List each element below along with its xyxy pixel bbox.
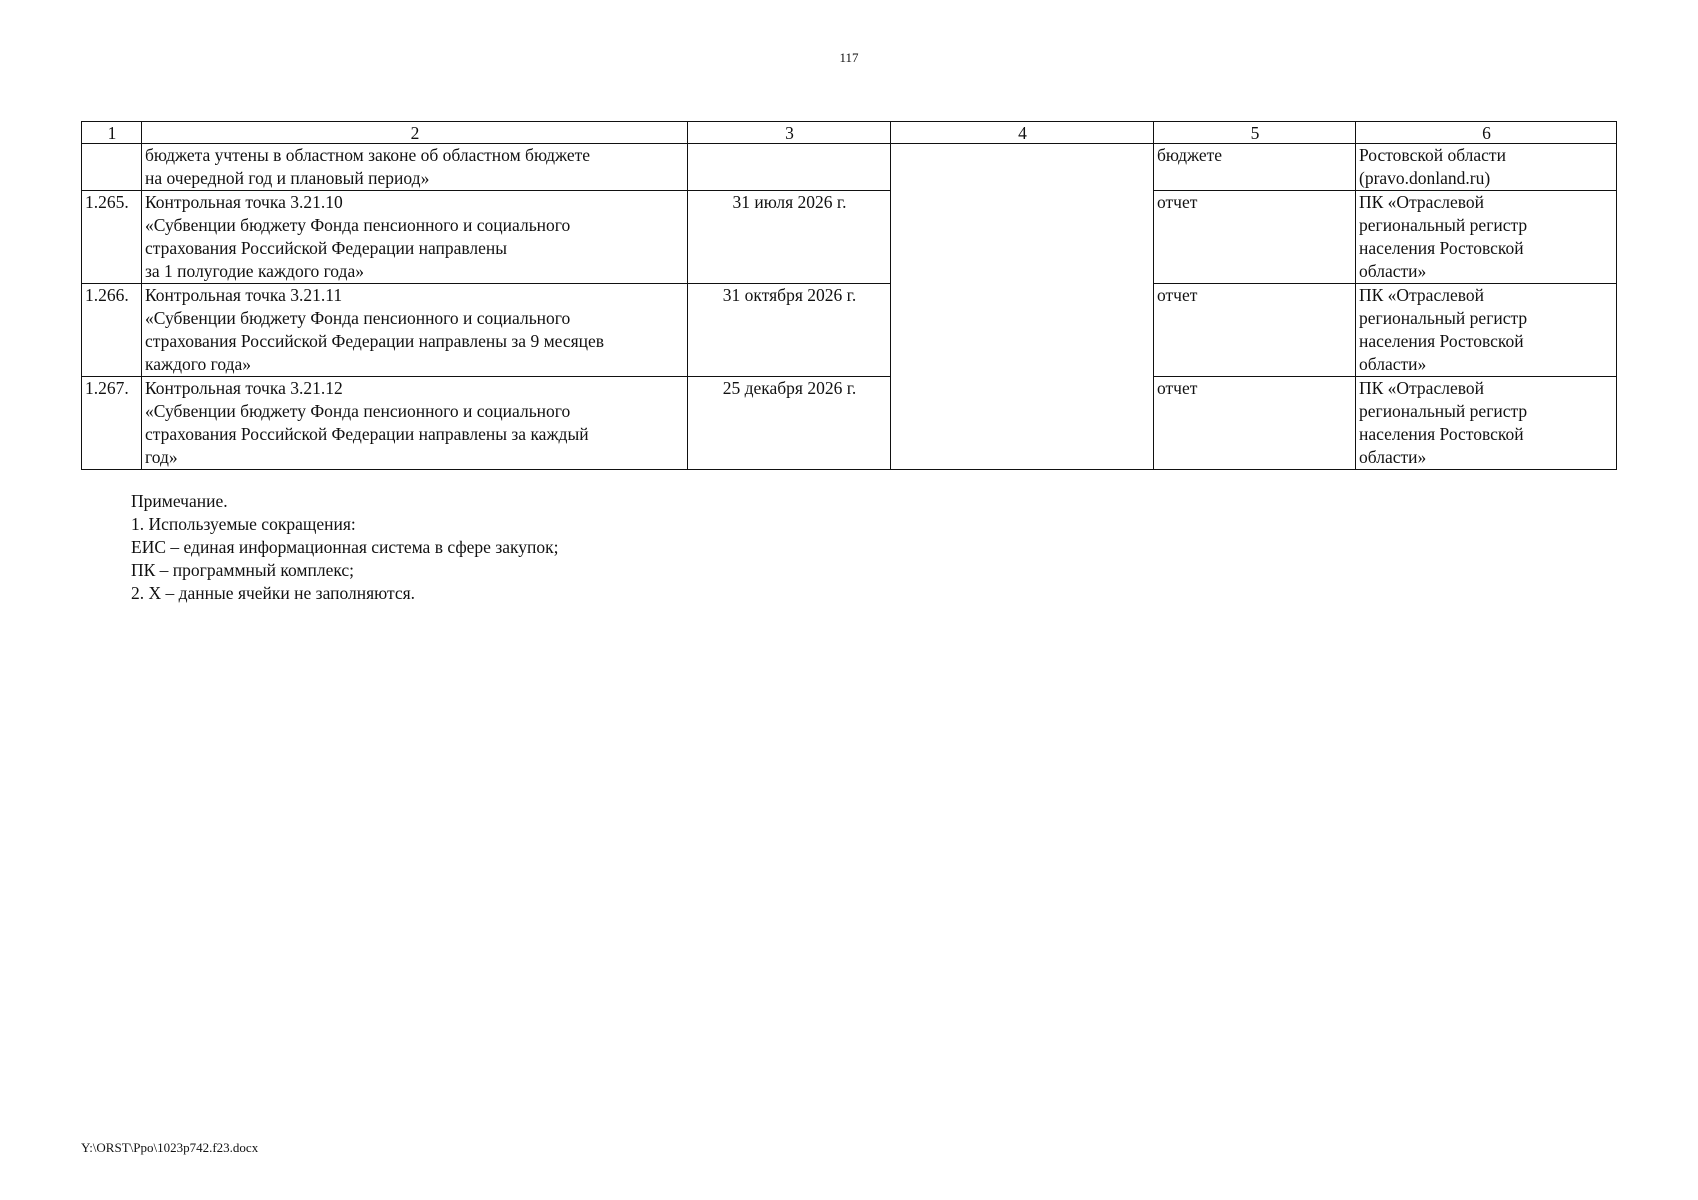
row-col6-cell: Ростовской области (pravo.donland.ru) (1356, 144, 1617, 191)
row-number-cell (82, 144, 142, 191)
row-col6-cell: ПК «Отраслевой региональный регистр населения Ростовской области» (1356, 191, 1617, 284)
header-cell: 1 (82, 122, 142, 144)
row-date-cell: 25 декабря 2026 г. (688, 377, 891, 470)
header-cell: 4 (891, 122, 1154, 144)
row-col6-cell: ПК «Отраслевой региональный регистр населения Ростовской области» (1356, 377, 1617, 470)
document-table (81, 121, 1617, 470)
row-text-cell: Контрольная точка 3.21.12 «Субвенции бюджету Фонда пенсионного и социального страхования Российской Федерации направлены за каждый год» (142, 377, 688, 470)
row-date-cell: 31 июля 2026 г. (688, 191, 891, 284)
page-number: 117 (839, 50, 859, 65)
row-text-cell: Контрольная точка 3.21.11 «Субвенции бюджету Фонда пенсионного и социального страхования Российской Федерации направлены за 9 месяцев каждого года» (142, 284, 688, 377)
row-number-cell: 1.265. (82, 191, 142, 284)
table-row (82, 191, 1617, 284)
row-date-cell: 31 октября 2026 г. (688, 284, 891, 377)
table-row (82, 284, 1617, 377)
row-text-cell: бюджета учтены в областном законе об областном бюджете на очередной год и плановый период» (142, 144, 688, 191)
row-col5-cell: бюджете (1154, 144, 1356, 191)
table-header-row (82, 122, 1617, 144)
note-line: 1. Используемые сокращения: (131, 514, 356, 534)
row-col5-cell: отчет (1154, 377, 1356, 470)
note-line: ЕИС – единая информационная система в сфере закупок; (131, 537, 559, 557)
row-col5-cell: отчет (1154, 284, 1356, 377)
header-cell: 5 (1154, 122, 1356, 144)
row-text-cell: Контрольная точка 3.21.10 «Субвенции бюджету Фонда пенсионного и социального страхования Российской Федерации направлены за 1 полугодие каждого года» (142, 191, 688, 284)
row-number-cell: 1.266. (82, 284, 142, 377)
note-line: ПК – программный комплекс; (131, 560, 355, 580)
row-empty-cell (891, 144, 1154, 470)
row-col5-cell: отчет (1154, 191, 1356, 284)
row-date-cell (688, 144, 891, 191)
notes-title: Примечание. (131, 491, 228, 511)
header-cell: 6 (1356, 122, 1617, 144)
header-cell: 3 (688, 122, 891, 144)
row-col6-cell: ПК «Отраслевой региональный регистр населения Ростовской области» (1356, 284, 1617, 377)
table-row (82, 144, 1617, 191)
row-number-cell: 1.267. (82, 377, 142, 470)
table-row (82, 377, 1617, 470)
note-line: 2. X – данные ячейки не заполняются. (131, 583, 416, 603)
notes-block (131, 490, 559, 605)
header-cell: 2 (142, 122, 688, 144)
file-path-footer: Y:\ORST\Ppo\1023p742.f23.docx (81, 1140, 259, 1155)
